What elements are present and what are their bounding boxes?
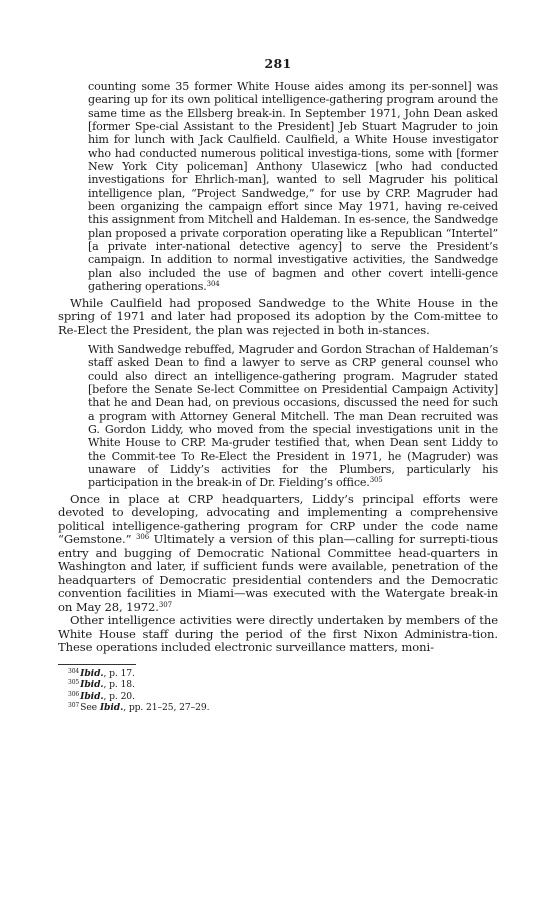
- block-quote-sandwedge: [58, 80, 498, 294]
- page-number: 281: [264, 56, 292, 71]
- paragraph-text-before: Once in place at CRP headquarters, Liddy’s principal efforts were devoted to developing, advocating and implementing a comprehensive political intelligence-gathering program for CRP under the code name “Gemstone.”: [58, 491, 498, 547]
- footnote-lead: See: [80, 702, 100, 713]
- footnote-306: [68, 691, 498, 702]
- footnote-rest: , p. 20.: [103, 690, 135, 702]
- paragraph-text: Ultimately a version of this plan—calling for surrepti-tious entry and bugging of Democratic National Committee head-quarters in Washington and later, if sufficient funds were available, penetration of the headquarters of Democratic presidential contenders and the Democratic convention facilities in Miami—was executed with the Watergate break-in on May 28, 1972.: [58, 532, 498, 614]
- quote-text: With Sandwedge rebuffed, Magruder and Gordon Strachan of Haldeman’s staff asked Dean to find a lawyer to serve as CRP general counsel who could also direct an intelligence-gathering program. Magruder stated [before the Senate Se-lect Committee on Presidential Campaign Activity] that he and Dean had, on previous occasions, discussed the need for such a program with Attorney General Mitchell. The man Dean recruited was G. Gordon Liddy, who moved from the special investigations unit in the White House to CRP. Ma-gruder testified that, when Dean sent Liddy to the Commit-tee To Re-Elect the President in 1971, he (Magruder) was unaware of Liddy’s activities for the Plumbers, particularly his participation in the break-in of Dr. Fielding’s office.: [88, 343, 498, 490]
- paragraph-other-activities: [58, 614, 498, 655]
- footnote-ibid: Ibid.: [80, 667, 104, 679]
- footnote-ref-304: 304: [206, 280, 220, 289]
- paragraph-caulfield: [58, 297, 498, 338]
- footnote-number: 304: [68, 667, 80, 675]
- footnote-304: [68, 668, 498, 679]
- paragraph-text: Other intelligence activities were directly undertaken by members of the White House staff during the period of the first Nixon Administra-tion. These operations included electronic surveillance matters, moni-: [58, 613, 498, 655]
- footnotes-list: [58, 668, 498, 714]
- footnote-307: [68, 702, 498, 713]
- footnote-305: [68, 679, 498, 690]
- paragraph-text: While Caulfield had proposed Sandwedge to the White House in the spring of 1971 and later had proposed its adoption by the Com-mittee to Re-Elect the President, the plan was rejected in both in-stances.: [58, 295, 498, 337]
- footnote-ref-306: 306: [136, 533, 150, 542]
- footnote-rest: , p. 18.: [103, 679, 135, 691]
- block-quote-liddy: [58, 343, 498, 490]
- footnote-ibid: Ibid.: [99, 702, 124, 713]
- footnote-ref-307: 307: [158, 600, 172, 609]
- footnote-number: 307: [68, 702, 80, 709]
- footnote-number: 305: [68, 679, 80, 687]
- footnote-rest: , pp. 21–25, 27–29.: [123, 702, 210, 713]
- footnote-number: 306: [68, 690, 80, 698]
- footnote-ibid: Ibid.: [80, 690, 104, 702]
- footnote-ibid: Ibid.: [80, 679, 104, 691]
- footnote-ref-305: 305: [369, 476, 383, 485]
- paragraph-gemstone: [58, 493, 498, 615]
- quote-text: counting some 35 former White House aides among its per-sonnel] was gearing up for its own political intelligence-gathering program around the same time as the Ellsberg break-in. In September 1971, John Dean asked [former Spe-cial Assistant to the President] Jeb Stuart Magruder to join him for lunch with Jack Caulfield. Caulfield, a White House investigator who had conducted numerous political investiga-tions, some with [former New York City policeman] Anthony Ulasewicz [who had conducted investigations for Ehrlich-man], wanted to sell Magruder his political intelligence plan, “Project Sandwedge,” for use by CRP. Magruder had been organizing the campaign effort since May 1971, having re-ceived this assignment from Mitchell and Haldeman. In es-sence, the Sandwedge plan proposed a private corporation operating like a Republican “Intertel” [a private inter-national detective agency] to serve the President’s campaign. In addition to normal investigative activities, the Sandwedge plan also included the use of bagmen and other covert intelli-gence gathering operations.: [88, 80, 498, 294]
- footnote-divider: [58, 664, 136, 665]
- footnote-rest: , p. 17.: [103, 667, 135, 679]
